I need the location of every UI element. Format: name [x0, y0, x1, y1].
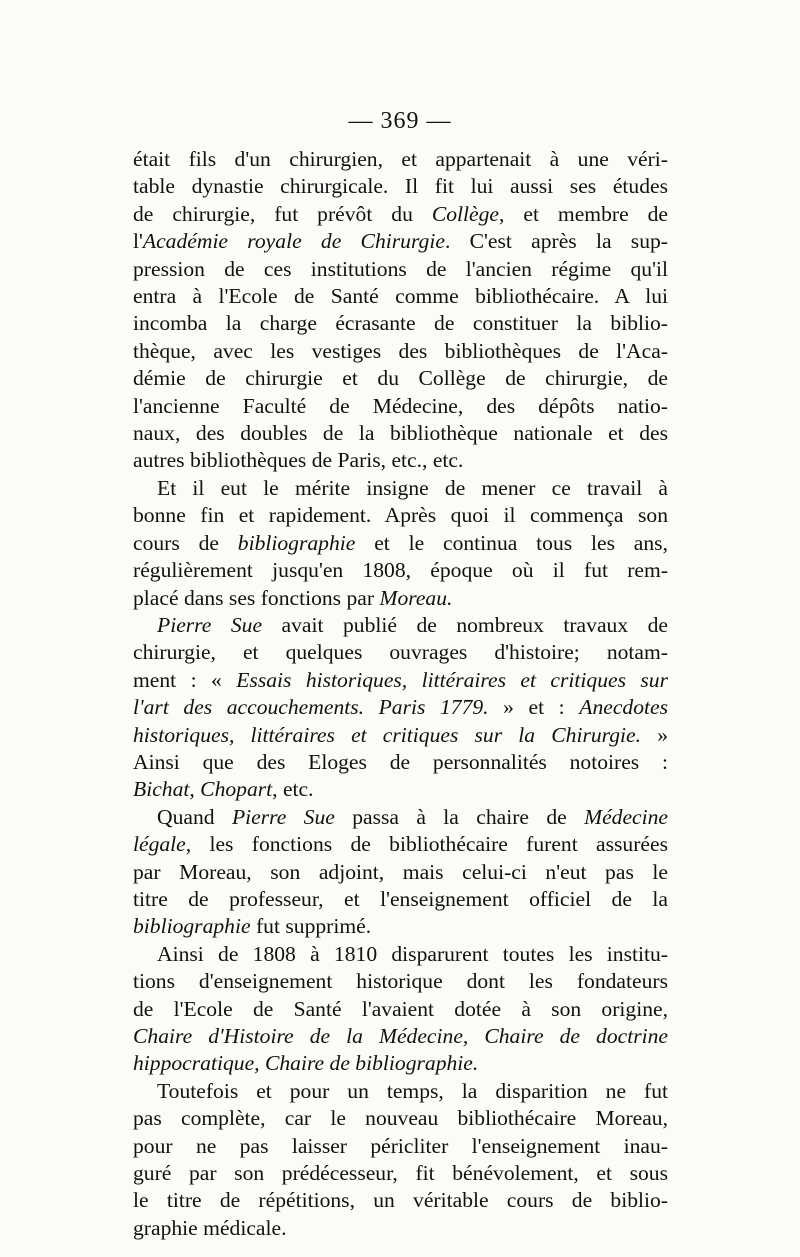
text-line [133, 886, 668, 913]
text-line [133, 667, 668, 694]
text-line [133, 557, 668, 584]
text-line [133, 585, 668, 612]
text-line [133, 310, 668, 337]
paragraph [133, 804, 668, 941]
text-run: cours de [133, 530, 238, 555]
text-run: incomba la charge écrasante de constituer la biblio- [133, 311, 668, 336]
text-run: placé dans ses fonctions par [133, 585, 380, 610]
text-run: de l'Ecole de Santé l'avaient dotée à son origine, [133, 996, 668, 1021]
text-line [133, 1133, 668, 1160]
text-line [133, 475, 668, 502]
text-line [133, 201, 668, 228]
paragraph [133, 1078, 668, 1242]
text-run: chirurgie, et quelques ouvrages d'histoire; notam- [133, 640, 668, 665]
italic-run: Collège [431, 201, 500, 226]
italic-run: Pierre Sue [231, 804, 335, 829]
text-line [133, 1078, 668, 1105]
paragraph [133, 475, 668, 612]
italic-run: Essais historiques, littéraires et critiques sur [236, 667, 668, 692]
text-run: Et il eut le mérite insigne de mener ce travail à [157, 475, 668, 500]
text-line [133, 831, 668, 858]
text-line [133, 283, 668, 310]
text-line [133, 447, 668, 474]
text-run: le titre de répétitions, un véritable cours de biblio- [133, 1188, 668, 1213]
text-run: thèque, avec les vestiges des bibliothèques de l'Aca- [133, 338, 668, 363]
text-line [133, 859, 668, 886]
text-line [133, 1050, 668, 1077]
text-line [133, 420, 668, 447]
text-run: bonne fin et rapidement. Après quoi il commença son [133, 503, 668, 528]
text-line [133, 1023, 668, 1050]
italic-run: Académie royale de Chirurgie [142, 229, 445, 254]
text-run: l' [133, 229, 143, 254]
text-run: Quand [157, 804, 232, 829]
italic-run: Chaire d'Histoire de la Médecine, Chaire de doctrine [133, 1024, 668, 1048]
text-run: de chirurgie, fut prévôt du [133, 201, 432, 226]
italic-run: Bichat, Chopart [133, 777, 273, 802]
text-run: régulièrement jusqu'en 1808, époque où il fut rem- [133, 558, 668, 583]
text-line [133, 256, 668, 283]
text-line [133, 722, 668, 749]
paragraph [133, 612, 668, 804]
text-line [133, 996, 668, 1023]
italic-run: l'art des accouchements. Paris 1779. [133, 695, 489, 720]
text-line [133, 913, 668, 940]
text-run: était fils d'un chirurgien, et appartenait à une véri- [133, 147, 668, 171]
text-line [133, 1215, 668, 1242]
paragraph [133, 941, 668, 1078]
text-run: pression de ces institutions de l'ancien régime qu'il [133, 256, 668, 281]
text-run: avait publié de nombreux travaux de [262, 612, 668, 637]
text-run: » [641, 722, 668, 747]
text-line [133, 941, 668, 968]
text-run: table dynastie chirurgicale. Il fit lui aussi ses études [133, 174, 668, 199]
text-line [133, 1187, 668, 1214]
text-run: l'ancienne Faculté de Médecine, des dépôts natio- [133, 393, 668, 418]
text-run: pour ne pas laisser péricliter l'enseignement inau- [133, 1133, 668, 1158]
text-run: , les fonctions de bibliothécaire furent assurées [185, 832, 668, 857]
text-run: . C'est après la sup- [444, 229, 668, 254]
text-run: autres bibliothèques de Paris, etc., etc. [133, 448, 464, 473]
text-run: démie de chirurgie et du Collège de chirurgie, de [133, 366, 668, 391]
text-run: Ainsi que des Eloges de personnalités notoires : [133, 749, 668, 774]
text-line [133, 968, 668, 995]
text-run: passa à la chaire de [334, 804, 585, 829]
text-run: , etc. [272, 777, 314, 802]
text-line [133, 228, 668, 255]
text-run: naux, des doubles de la bibliothèque nationale et des [133, 421, 668, 446]
text-line [133, 1160, 668, 1187]
text-line [133, 804, 668, 831]
text-line [133, 1105, 668, 1132]
italic-run: Médecine [584, 804, 668, 829]
body-text [133, 146, 668, 1242]
text-line [133, 776, 668, 803]
page-number: — 369 — [348, 108, 452, 134]
text-line [133, 749, 668, 776]
text-line [133, 694, 668, 721]
text-run: ment : « [133, 667, 237, 692]
text-line [133, 639, 668, 666]
text-run: , et membre de [499, 201, 668, 226]
text-run: titre de professeur, et l'enseignement officiel de la [133, 886, 668, 911]
italic-run: bibliographie [237, 530, 356, 555]
text-run: graphie médicale. [133, 1215, 287, 1240]
italic-run: Moreau. [379, 585, 453, 610]
italic-run: hippocratique, Chaire de bibliographie. [133, 1051, 479, 1076]
text-line [133, 393, 668, 420]
text-run: guré par son prédécesseur, fit bénévolement, et sous [133, 1161, 668, 1186]
italic-run: légale [133, 832, 186, 857]
text-run: » et : [488, 695, 580, 720]
text-line [133, 146, 668, 173]
paragraph [133, 146, 668, 475]
italic-run: historiques, littéraires et critiques sur la Chirurgie. [133, 722, 642, 747]
text-line [133, 338, 668, 365]
text-run: par Moreau, son adjoint, mais celui-ci n'eut pas le [133, 859, 668, 884]
text-run: Toutefois et pour un temps, la disparition ne fut [157, 1078, 668, 1103]
italic-run: Pierre Sue [157, 612, 263, 637]
text-run: pas complète, car le nouveau bibliothécaire Moreau, [133, 1106, 668, 1131]
text-line [133, 502, 668, 529]
text-line [133, 365, 668, 392]
text-line [133, 530, 668, 557]
text-run: Ainsi de 1808 à 1810 disparurent toutes les institu- [157, 941, 668, 966]
italic-run: Anecdotes [579, 695, 668, 720]
text-run: fut supprimé. [250, 914, 372, 939]
text-line [133, 612, 668, 639]
text-run: entra à l'Ecole de Santé comme bibliothécaire. A lui [133, 284, 668, 309]
text-line [133, 173, 668, 200]
text-run: et le continua tous les ans, [355, 530, 668, 555]
text-run: tions d'enseignement historique dont les fondateurs [133, 969, 668, 994]
italic-run: bibliographie [133, 914, 251, 939]
